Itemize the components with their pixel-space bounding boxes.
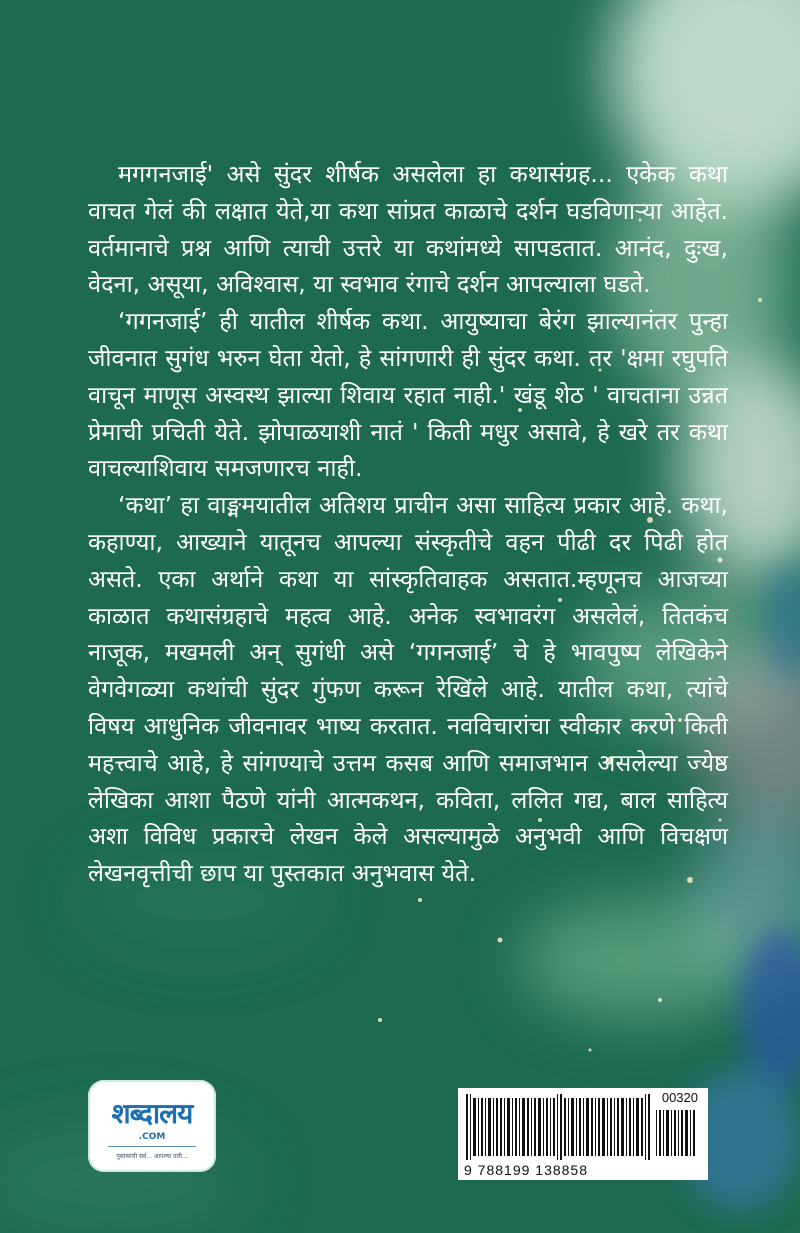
- barcode-price-code: 00320: [661, 1090, 698, 1105]
- logo-divider: [108, 1146, 196, 1147]
- blurb-paragraph-3: ‘कथा’ हा वाङ्ममयातील अतिशय प्राचीन असा साहित्य प्रकार आहे. कथा, कहाण्या, आख्याने यातूनच आपल्या संस्कृतीचे वहन पीढी दर पिढी होत असते. एका अर्थाने कथा या सांस्कृतिवाहक असतात.म्हणूनच आजच्या काळात कथासंग्रहाचे महत्व आहे. अनेक स्वभावरंग असलेलं, तितकंच नाजूक, मखमली अन् सुगंधी असे ‘गगनजाई’ चे हे भावपुष्प लेखिकेने वेगवेगळ्या कथांची सुंदर गुंफण करून रेखिले आहे. यातील कथा, त्यांचे विषय आधुनिक जीवनावर भाष्य करतात. नवविचारांचा स्वीकार करणे किती महत्त्वाचे आहे, हे सांगण्याचे उत्तम कसब आणि समाजभान असलेल्या ज्येष्ठ लेखिका आशा पैठणे यांनी आत्मकथन, कविता, ललित गद्य, बाल साहित्य अशा विविध प्रकारचे लेखन केले असल्यामुळे अनुभवी आणि विचक्षण लेखनवृत्तीची छाप या पुस्तकात अनुभवास येते.: [88, 491, 728, 888]
- publisher-logo: [88, 1080, 216, 1172]
- publisher-name: शब्दालय: [111, 1097, 193, 1130]
- blurb-paragraph-2: ‘गगनजाई’ ही यातील शीर्षक कथा. आयुष्याचा बेरंग झाल्यानंतर पुन्हा जीवनात सुगंध भरुन घेता येतो, हे सांगणारी ही सुंदर कथा. तर 'क्षमा रघुपति वाचून माणूस अस्वस्थ झाल्या शिवाय रहात नाही.' खंडू शेठ ' वाचताना उन्नत प्रेमाची प्रचिती येते. झोपाळयाशी नातं ' किती मधुर असावे, हे खरे तर कथा वाचल्याशिवाय समजणारच नाही.: [88, 307, 728, 483]
- isbn-barcode: [458, 1088, 708, 1180]
- publisher-domain: .COM: [138, 1132, 166, 1142]
- blurb-text: [88, 156, 728, 892]
- isbn-number: 9 788199 138858: [464, 1162, 588, 1178]
- publisher-tagline: पुस्तकांची सर्व... आपल्या दारी...: [116, 1153, 188, 1160]
- blurb-paragraph-1: मगगनजाई' असे सुंदर शीर्षक असलेला हा कथासंग्रह... एकेक कथा वाचत गेलं की लक्षात येते,या कथा सांप्रत काळाचे दर्शन घडविणाऱ्या आहेत. वर्तमानाचे प्रश्न आणि त्याची उत्तरे या कथांमध्ये सापडतात. आनंद, दुःख, वेदना, असूया, अविश्वास, या स्वभाव रंगाचे दर्शन आपल्याला घडते.: [88, 160, 728, 299]
